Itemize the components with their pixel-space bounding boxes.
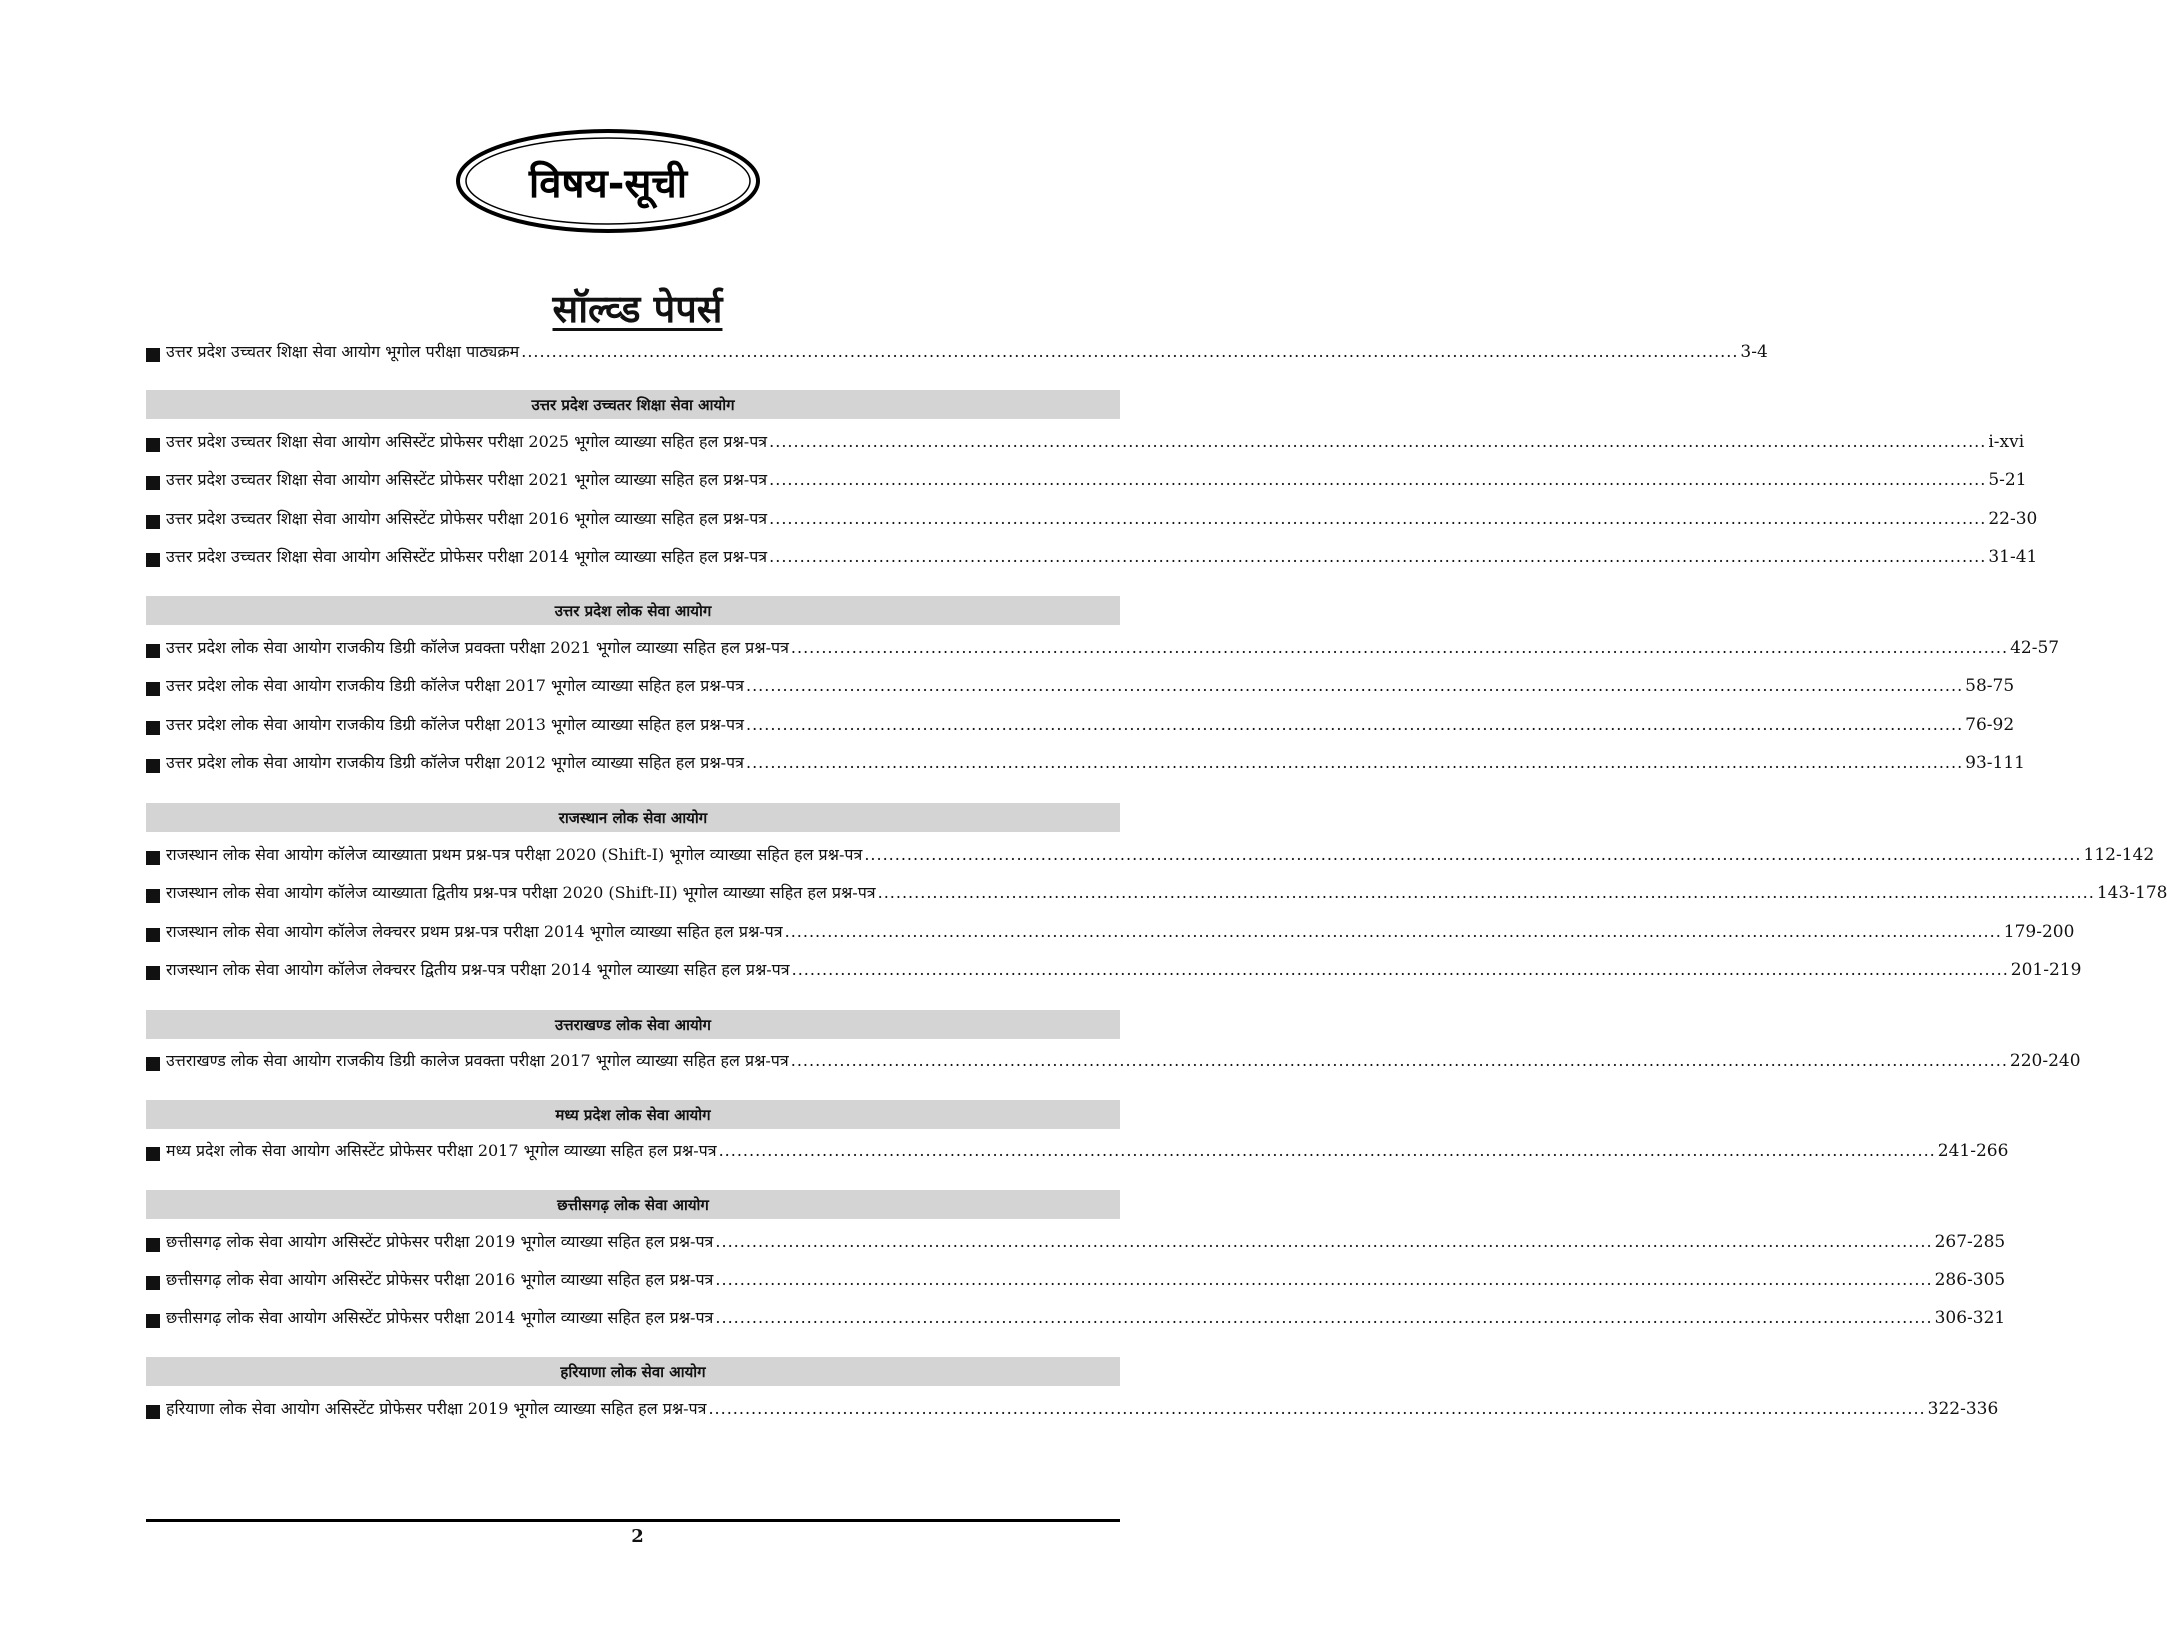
dot-leader <box>719 1141 1936 1160</box>
dot-leader <box>715 1232 1932 1251</box>
toc-entry-pages: 112-142 <box>2083 845 2155 865</box>
toc-entry <box>146 1397 1999 1427</box>
dot-leader <box>878 883 2095 902</box>
toc-entry <box>146 920 2075 950</box>
toc-entry <box>146 751 2025 781</box>
toc-entry-text: हरियाणा लोक सेवा आयोग असिस्टेंट प्रोफेसर परीक्षा 2019 भूगोल व्याख्या सहित हल प्रश्न-पत्र <box>166 1399 707 1418</box>
dot-leader <box>864 845 2081 864</box>
toc-entry <box>146 1049 2081 1079</box>
toc-entry-pages: 143-178 <box>2096 883 2167 903</box>
dot-leader <box>715 1308 1932 1327</box>
toc-entry-pages: 220-240 <box>2009 1051 2081 1071</box>
square-bullet-icon <box>146 644 160 658</box>
toc-entry <box>146 1268 2006 1298</box>
dot-leader <box>791 638 2008 657</box>
dot-leader <box>769 470 1986 489</box>
dot-leader <box>769 432 1986 451</box>
toc-entry <box>146 843 2155 873</box>
toc-entry-pages: 31-41 <box>1988 547 2038 567</box>
toc-entry-text: राजस्थान लोक सेवा आयोग कॉलेज लेक्चरर द्वितीय प्रश्न-पत्र परीक्षा 2014 भूगोल व्याख्या सहित हल प्रश्न-पत्र <box>166 960 790 979</box>
square-bullet-icon <box>146 759 160 773</box>
toc-entry-text: उत्तर प्रदेश लोक सेवा आयोग राजकीय डिग्री कॉलेज परीक्षा 2017 भूगोल व्याख्या सहित हल प्रश्न-पत्र <box>166 676 744 695</box>
toc-entry <box>146 881 2167 911</box>
square-bullet-icon <box>146 721 160 735</box>
dot-leader <box>708 1399 1925 1418</box>
square-bullet-icon <box>146 851 160 865</box>
toc-entry-text: उत्तर प्रदेश लोक सेवा आयोग राजकीय डिग्री कॉलेज परीक्षा 2013 भूगोल व्याख्या सहित हल प्रश्न-पत्र <box>166 715 744 734</box>
toc-entry-pages: 5-21 <box>1988 470 2027 490</box>
page-subtitle-text: सॉल्व्ड पेपर्स <box>552 287 723 331</box>
toc-entry-pages: 42-57 <box>2010 638 2060 658</box>
square-bullet-icon <box>146 438 160 452</box>
toc-entry-text: उत्तराखण्ड लोक सेवा आयोग राजकीय डिग्री कालेज प्रवक्ता परीक्षा 2017 भूगोल व्याख्या सहित हल प्रश्न-पत्र <box>166 1051 789 1070</box>
toc-entry-text: उत्तर प्रदेश उच्चतर शिक्षा सेवा आयोग असिस्टेंट प्रोफेसर परीक्षा 2014 भूगोल व्याख्या सहित हल प्रश्न-पत्र <box>166 547 768 566</box>
square-bullet-icon <box>146 1314 160 1328</box>
toc-entry <box>146 958 2082 988</box>
dot-leader <box>715 1270 1932 1289</box>
square-bullet-icon <box>146 515 160 529</box>
square-bullet-icon <box>146 1405 160 1419</box>
toc-entry-pages: 306-321 <box>1934 1308 2006 1328</box>
section-header: राजस्थान लोक सेवा आयोग <box>146 803 1120 832</box>
toc-entry-pages: 267-285 <box>1934 1232 2006 1252</box>
square-bullet-icon <box>146 1057 160 1071</box>
toc-entry-text: उत्तर प्रदेश लोक सेवा आयोग राजकीय डिग्री कॉलेज परीक्षा 2012 भूगोल व्याख्या सहित हल प्रश्न-पत्र <box>166 753 744 772</box>
toc-entry-text: छत्तीसगढ़ लोक सेवा आयोग असिस्टेंट प्रोफेसर परीक्षा 2014 भूगोल व्याख्या सहित हल प्रश्न-पत्र <box>166 1308 714 1327</box>
section-header: उत्तराखण्ड लोक सेवा आयोग <box>146 1010 1120 1039</box>
toc-entry-text: मध्य प्रदेश लोक सेवा आयोग असिस्टेंट प्रोफेसर परीक्षा 2017 भूगोल व्याख्या सहित हल प्रश्न-पत्र <box>166 1141 717 1160</box>
toc-entry <box>146 1306 2006 1336</box>
toc-entry-pages: 179-200 <box>2003 922 2075 942</box>
square-bullet-icon <box>146 966 160 980</box>
toc-entry <box>146 430 2025 460</box>
toc-entry-text: उत्तर प्रदेश लोक सेवा आयोग राजकीय डिग्री कॉलेज प्रवक्ता परीक्षा 2021 भूगोल व्याख्या सहित हल प्रश्न-पत्र <box>166 638 789 657</box>
title-oval <box>455 128 761 234</box>
dot-leader <box>521 342 1738 361</box>
footer-rule <box>146 1519 1120 1522</box>
page-title: विषय-सूची <box>528 160 688 207</box>
square-bullet-icon <box>146 682 160 696</box>
dot-leader <box>769 509 1986 528</box>
toc-entry <box>146 1230 2006 1260</box>
square-bullet-icon <box>146 348 160 362</box>
section-header: मध्य प्रदेश लोक सेवा आयोग <box>146 1100 1120 1129</box>
square-bullet-icon <box>146 1276 160 1290</box>
toc-entry <box>146 674 2015 704</box>
toc-entry <box>146 636 2060 666</box>
toc-entry <box>146 713 2015 743</box>
dot-leader <box>746 715 1963 734</box>
toc-entry-pages: 76-92 <box>1965 715 2015 735</box>
section-header: उत्तर प्रदेश लोक सेवा आयोग <box>146 596 1120 625</box>
toc-entry-text: उत्तर प्रदेश उच्चतर शिक्षा सेवा आयोग असिस्टेंट प्रोफेसर परीक्षा 2025 भूगोल व्याख्या सहित हल प्रश्न-पत्र <box>166 432 768 451</box>
toc-entry-pages: 201-219 <box>2010 960 2082 980</box>
toc-entry-text: छत्तीसगढ़ लोक सेवा आयोग असिस्टेंट प्रोफेसर परीक्षा 2016 भूगोल व्याख्या सहित हल प्रश्न-पत्र <box>166 1270 714 1289</box>
toc-entry-pages: 58-75 <box>1965 676 2015 696</box>
section-header: उत्तर प्रदेश उच्चतर शिक्षा सेवा आयोग <box>146 390 1120 419</box>
toc-entry-pages: 241-266 <box>1937 1141 2009 1161</box>
square-bullet-icon <box>146 476 160 490</box>
square-bullet-icon <box>146 928 160 942</box>
section-header: हरियाणा लोक सेवा आयोग <box>146 1357 1120 1386</box>
dot-leader <box>769 547 1986 566</box>
dot-leader <box>746 753 1963 772</box>
page-number: 2 <box>631 1526 644 1547</box>
section-header: छत्तीसगढ़ लोक सेवा आयोग <box>146 1190 1120 1219</box>
toc-entry-text: उत्तर प्रदेश उच्चतर शिक्षा सेवा आयोग असिस्टेंट प्रोफेसर परीक्षा 2021 भूगोल व्याख्या सहित हल प्रश्न-पत्र <box>166 470 768 489</box>
toc-entry-text: राजस्थान लोक सेवा आयोग कॉलेज व्याख्याता प्रथम प्रश्न-पत्र परीक्षा 2020 (Shift-I) भूगोल व्याख्या सहित हल प्रश्न-पत्र <box>166 845 863 864</box>
dot-leader <box>791 1051 2008 1070</box>
toc-entry-text: उत्तर प्रदेश उच्चतर शिक्षा सेवा आयोग भूगोल परीक्षा पाठ्यक्रम <box>166 342 520 361</box>
square-bullet-icon <box>146 553 160 567</box>
toc-entry-text: राजस्थान लोक सेवा आयोग कॉलेज लेक्चरर प्रथम प्रश्न-पत्र परीक्षा 2014 भूगोल व्याख्या सहित हल प्रश्न-पत्र <box>166 922 783 941</box>
toc-entry-syllabus <box>146 340 1768 370</box>
toc-entry-pages: i-xvi <box>1988 432 2025 452</box>
page-subtitle <box>0 282 1275 334</box>
dot-leader <box>785 922 2002 941</box>
dot-leader <box>746 676 1963 695</box>
square-bullet-icon <box>146 889 160 903</box>
toc-entry-pages: 22-30 <box>1988 509 2038 529</box>
dot-leader <box>792 960 2009 979</box>
square-bullet-icon <box>146 1147 160 1161</box>
toc-entry-pages: 3-4 <box>1740 342 1768 362</box>
toc-entry <box>146 1139 2009 1169</box>
toc-entry-pages: 322-336 <box>1927 1399 1999 1419</box>
toc-entry-pages: 93-111 <box>1965 753 2025 773</box>
toc-entry-text: छत्तीसगढ़ लोक सेवा आयोग असिस्टेंट प्रोफेसर परीक्षा 2019 भूगोल व्याख्या सहित हल प्रश्न-पत्र <box>166 1232 714 1251</box>
toc-entry-text: उत्तर प्रदेश उच्चतर शिक्षा सेवा आयोग असिस्टेंट प्रोफेसर परीक्षा 2016 भूगोल व्याख्या सहित हल प्रश्न-पत्र <box>166 509 768 528</box>
square-bullet-icon <box>146 1238 160 1252</box>
toc-entry-text: राजस्थान लोक सेवा आयोग कॉलेज व्याख्याता द्वितीय प्रश्न-पत्र परीक्षा 2020 (Shift-II) भूगोल व्याख्या सहित हल प्रश्न-पत्र <box>166 883 876 902</box>
toc-entry-pages: 286-305 <box>1934 1270 2006 1290</box>
toc-entry <box>146 468 2027 498</box>
toc-entry <box>146 545 2038 575</box>
toc-entry <box>146 507 2038 537</box>
